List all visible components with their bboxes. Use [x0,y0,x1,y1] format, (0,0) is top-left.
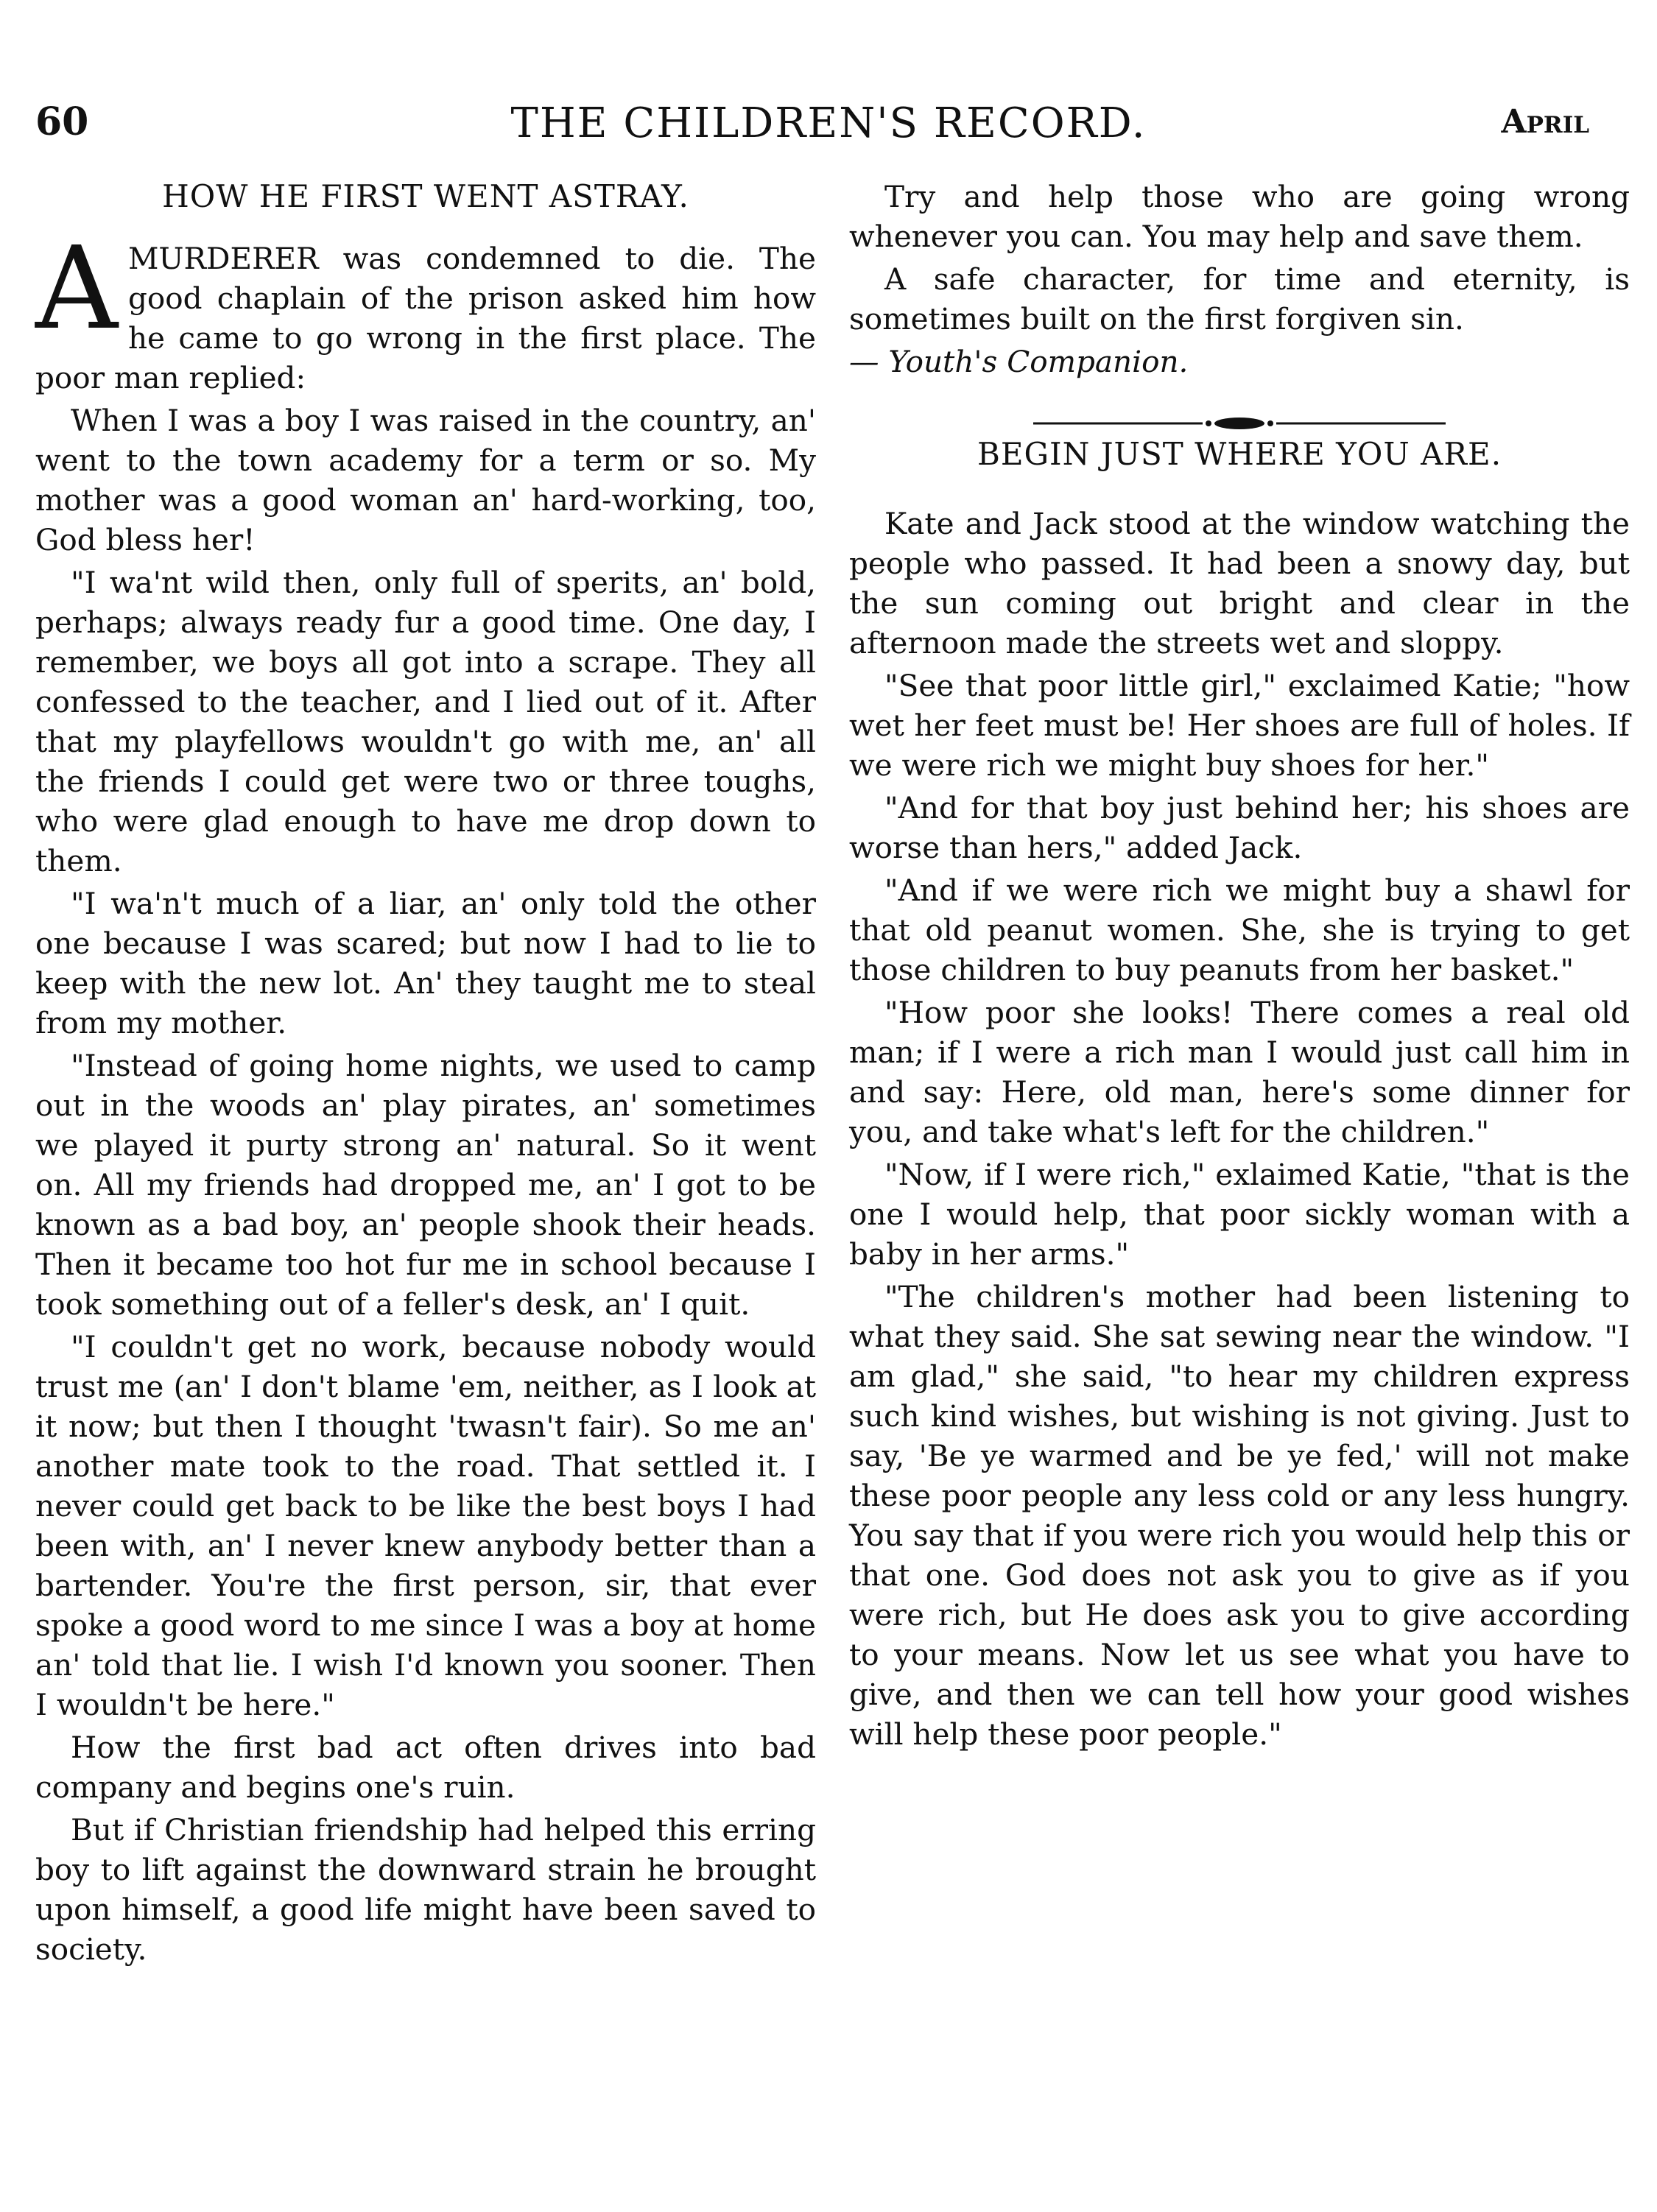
article1-title: HOW HE FIRST WENT ASTRAY. [162,178,689,214]
article1-paragraph-1-text: MURDERER was condemned to die. The good chaplain of the prison asked him how he came to go wrong in the first place. The poor man replied: [35,241,816,395]
article2-paragraph-1: Kate and Jack stood at the window watching the people who passed. It had been a snowy day, but the sun coming out bright and clear in the afternoon made the streets wet and sloppy. [849,506,1630,661]
article1-paragraph-2: When I was a boy I was raised in the country, an' went to the town academy for a term or so. My mother was a good woman an' hard-working, too, God bless her! [35,403,816,557]
issue-month: April [1501,103,1589,141]
article2-paragraph-6: "Now, if I were rich," exlaimed Katie, "that is the one I would help, that poor sickly woman with a baby in her arms." [849,1157,1630,1272]
article1-paragraph-5: "Instead of going home nights, we used to camp out in the woods an' play pirates, an' sometimes we played it purty strong an' natural. So it went on. All my friends had dropped me, an' I got to be known as a bad boy, an' people shook their heads. Then it became too hot fur me in school because I took something out of a feller's desk, an' I quit. [35,1048,816,1322]
page-number: 60 [35,99,89,144]
article2-paragraph-3: "And for that boy just behind her; his shoes are worse than hers," added Jack. [849,790,1630,865]
drop-cap: A [35,222,118,355]
article1-paragraph-8: But if Christian friendship had helped this erring boy to lift against the downward strain he brought upon himself, a good life might have been saved to society. [35,1812,816,1967]
ornament-divider-icon [1033,416,1446,431]
article2-paragraph-7: "The children's mother had been listening to what they said. She sat sewing near the window. "I am glad," she said, "to hear my children express such kind wishes, but wishing is not giving. Just to say, 'Be ye warmed and be ye fed,' will not make these poor people any less cold or any less hungry. You say that if you were rich you would help this or that one. God does not ask you to give as if you were rich, but He does ask you to give according to your means. Now let us see what you have to give, and then we can tell how your good wishes will help these poor people." [849,1279,1630,1752]
article2-paragraph-2: "See that poor little girl," exclaimed Katie; "how wet her feet must be! Her shoes are full of holes. If we were rich we might buy shoes for her." [849,668,1630,783]
article1-paragraph-1 [35,222,816,398]
article1-paragraph-9: Try and help those who are going wrong whenever you can. You may help and save them. [849,179,1630,254]
article1-attribution: — Youth's Companion. [849,344,1189,379]
article1-paragraph-3: "I wa'nt wild then, only full of sperits, an' bold, perhaps; always ready fur a good time. One day, I remember, we boys all got into a scrape. They all confessed to the teacher, and I lied out of it. After that my playfellows wouldn't go with me, an' all the friends I could get were two or three toughs, who were glad enough to have me drop down to them. [35,565,816,878]
article2-paragraph-4: "And if we were rich we might buy a shawl for that old peanut women. She, she is trying to get those children to buy peanuts from her basket." [849,873,1630,987]
page-header [0,0,1657,177]
article2-paragraph-5: "How poor she looks! There comes a real old man; if I were a rich man I would just call him in and say: Here, old man, here's some dinner for you, and take what's left for the children." [849,995,1630,1149]
article1-paragraph-7: How the first bad act often drives into bad company and begins one's ruin. [35,1730,816,1805]
right-column [849,177,1630,1757]
article1-paragraph-10: A safe character, for time and eternity, is sometimes built on the first forgiven sin. [849,261,1630,337]
section-divider [849,401,1630,415]
journal-title: THE CHILDREN'S RECORD. [510,99,1147,147]
article1-paragraph-6: "I couldn't get no work, because nobody would trust me (an' I don't blame 'em, neither, as I look at it now; but then I thought 'twasn't fair). So me an' another mate took to the road. That settled it. I never could get back to be like the best boys I had been with, an' I never knew anybody better than a bartender. You're the first person, sir, that ever spoke a good word to me since I was a boy at home an' told that lie. I wish I'd known you sooner. Then I wouldn't be here." [35,1329,816,1722]
left-column [35,177,816,1972]
article2-title: BEGIN JUST WHERE YOU ARE. [977,436,1502,472]
article1-paragraph-4: "I wa'n't much of a liar, an' only told the other one because I was scared; but now I had to lie to keep with the new lot. An' they taught me to steal from my mother. [35,886,816,1040]
